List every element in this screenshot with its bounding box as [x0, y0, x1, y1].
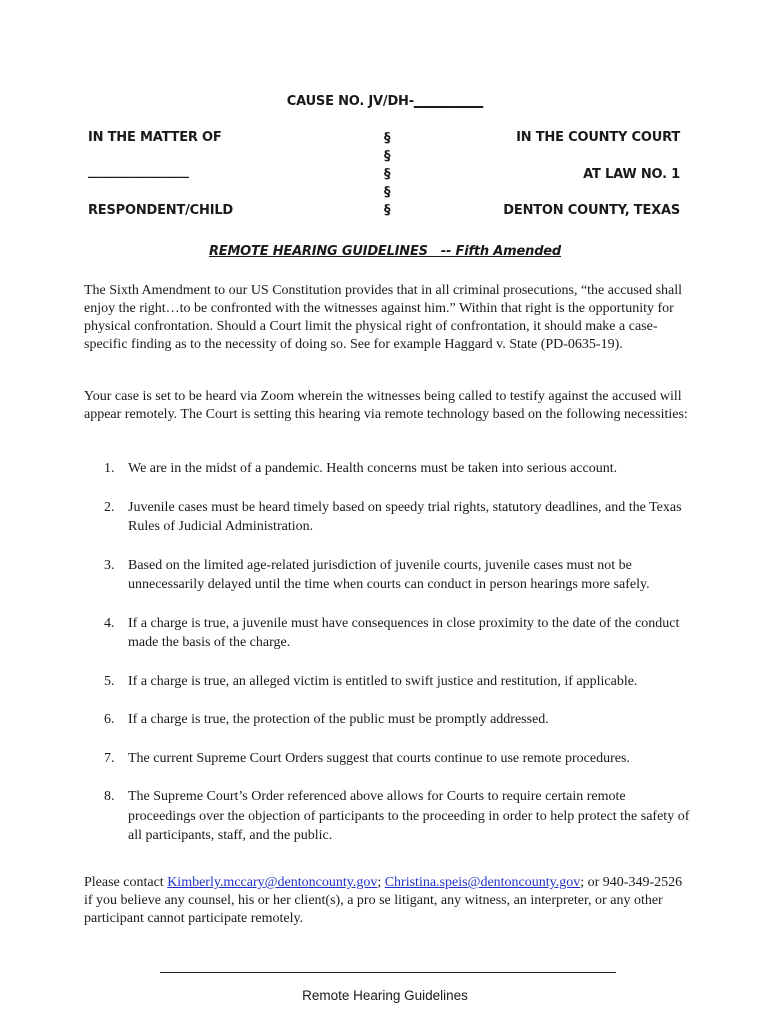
list-item [84, 787, 690, 846]
section-mark: § [384, 185, 391, 200]
contact-suffix: ; or 940-349-2526 if you believe any counsel, his or her client(s), a pro se litigant, any witness, an interpreter, or any other participant cannot participate remotely. [84, 875, 683, 926]
county-name: DENTON COUNTY, TEXAS [503, 203, 680, 218]
section-mark: § [384, 203, 391, 218]
necessities-list [84, 459, 690, 865]
item-number: 7. [104, 750, 115, 766]
item-number: 4. [104, 615, 115, 631]
item-text: Based on the limited age-related jurisdiction of juvenile courts, juvenile cases must not be unnecessarily delayed until the time when courts can conduct in person hearings more safely. [128, 557, 650, 592]
item-number: 8. [104, 789, 115, 804]
cause-blank: ___________ [413, 94, 484, 109]
email-link-kimberly[interactable]: Kimberly.mccary@dentoncounty.gov [167, 875, 378, 890]
list-item [84, 749, 690, 769]
item-text: If a charge is true, a juvenile must have consequences in close proximity to the date of the conduct made the basis of the charge. [128, 615, 680, 650]
cause-number [0, 94, 770, 109]
section-mark: § [384, 149, 391, 164]
paragraph-zoom: Your case is set to be heard via Zoom wherein the witnesses being called to testify against the accused will appear remotely. The Court is setting this hearing via remote technology based on the following necessities: [84, 389, 688, 422]
item-number: 5. [104, 673, 115, 689]
item-text: The Supreme Court’s Order referenced above allows for Courts to require certain remote proceedings over the objection of participants to the proceeding in order to help protect the safety of all participants, staff, and the public. [128, 789, 690, 843]
list-item [84, 498, 690, 537]
footer-divider [160, 972, 616, 973]
case-caption [84, 130, 680, 226]
section-mark: § [384, 131, 391, 146]
item-number: 1. [104, 461, 115, 476]
contact-separator: ; [377, 875, 385, 890]
respondent-label: RESPONDENT/CHILD [88, 203, 234, 218]
contact-prefix: Please contact [84, 875, 168, 890]
item-text: We are in the midst of a pandemic. Health concerns must be taken into serious account. [128, 461, 618, 476]
item-number: 6. [104, 712, 115, 727]
item-number: 2. [104, 499, 115, 515]
list-item [84, 556, 690, 595]
document-title: REMOTE HEARING GUIDELINES -- Fifth Amended [208, 244, 562, 259]
list-item [84, 614, 690, 653]
item-text: If a charge is true, the protection of the public must be promptly addressed. [128, 712, 549, 727]
section-mark: § [384, 167, 391, 182]
email-link-christina[interactable]: Christina.speis@dentoncounty.gov [384, 875, 581, 890]
section-marks [384, 130, 390, 220]
paragraph-confrontation: The Sixth Amendment to our US Constitution provides that in all criminal prosecutions, “the accused shall enjoy the right…to be confronted with the witnesses against him.” Within that right is the opportunity for physical confrontation. Should a Court limit the physical right of confrontation, it should make a case-specific finding as to the necessity of doing so. See for example Haggard v. State (PD-0635-19). [84, 283, 683, 352]
item-text: Juvenile cases must be heard timely based on speedy trial rights, statutory deadlines, and the Texas Rules of Judicial Administration. [128, 499, 682, 534]
party-blank: ________________ [88, 164, 189, 179]
item-number: 3. [104, 557, 115, 573]
item-text: The current Supreme Court Orders suggest that courts continue to use remote procedures. [128, 750, 630, 766]
footer-label: Remote Hearing Guidelines [302, 988, 468, 1003]
cause-prefix: CAUSE NO. JV/DH- [286, 94, 414, 109]
list-item [84, 710, 690, 730]
item-text: If a charge is true, an alleged victim is entitled to swift justice and restitution, if applicable. [128, 673, 638, 689]
matter-label: IN THE MATTER OF [88, 130, 222, 145]
contact-paragraph [84, 874, 692, 928]
list-item [84, 459, 690, 479]
court-name: IN THE COUNTY COURT [516, 130, 680, 145]
court-number: AT LAW NO. 1 [583, 167, 680, 182]
list-item [84, 672, 690, 692]
